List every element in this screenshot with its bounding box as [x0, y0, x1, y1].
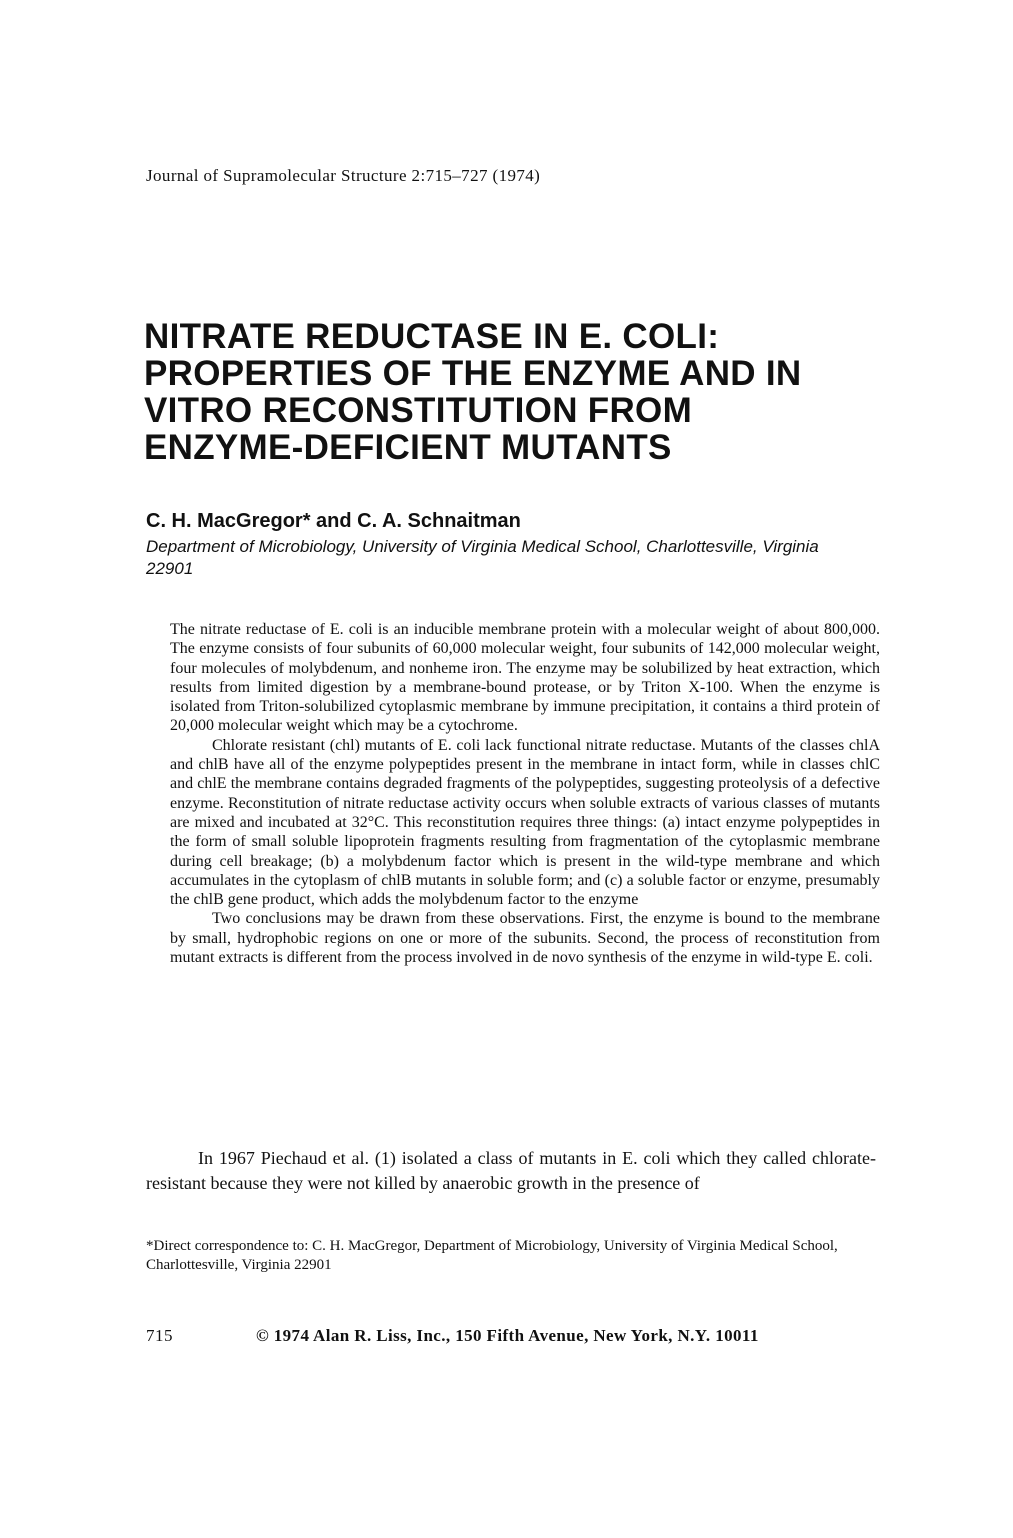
affiliation: Department of Microbiology, University of Virginia Medical School, Charlottesville, Virginia 22901 — [146, 537, 819, 578]
abstract — [170, 620, 880, 967]
body-paragraph: In 1967 Piechaud et al. (1) isolated a class of mutants in E. coli which they called chlorate-resistant because they were not killed by anaerobic growth in the presence of — [146, 1148, 876, 1193]
copyright-line: © 1974 Alan R. Liss, Inc., 150 Fifth Avenue, New York, N.Y. 10011 — [256, 1326, 759, 1345]
abstract-paragraph: The nitrate reductase of E. coli is an inducible membrane protein with a molecular weight of about 800,000. The enzyme consists of four subunits of 60,000 molecular weight, four subunits of 142,000 molecular weight, four molecules of molybdenum, and nonheme iron. The enzyme may be solubilized by heat extraction, which results from limited digestion by a membrane-bound protease, or by Triton X-100. When the enzyme is isolated from Triton-solubilized cytoplasmic membrane by immune precipitation, it contains a third protein of 20,000 molecular weight which may be a cytochrome. — [170, 621, 880, 735]
journal-citation: Journal of Supramolecular Structure 2:715–727 (1974) — [146, 166, 541, 185]
title-line: NITRATE REDUCTASE IN E. COLI: — [144, 317, 720, 356]
correspondence-footnote: *Direct correspondence to: C. H. MacGregor, Department of Microbiology, University of Virginia Medical School, Charlottesville, Virginia 22901 — [146, 1238, 838, 1273]
abstract-paragraph: Two conclusions may be drawn from these observations. First, the enzyme is bound to the membrane by small, hydrophobic regions on one or more of the subunits. Second, the process of reconstitution from mutant extracts is different from the process involved in de novo synthesis of the enzyme in wild-type E. coli. — [170, 910, 880, 967]
abstract-paragraph: Chlorate resistant (chl) mutants of E. coli lack functional nitrate reductase. Mutants of the classes chlA and chlB have all of the enzyme polypeptides present in the membrane in intact form, while in classes chlC and chlE the membrane contains degraded fragments of the polypeptides, suggesting proteolysis of a defective enzyme. Reconstitution of nitrate reductase activity occurs when soluble extracts of various classes of mutants are mixed and incubated at 32°C. This reconstitution requires three things: (a) intact enzyme polypeptides in the form of small soluble lipoprotein fragments resulting from fragmentation of the cytoplasmic membrane during cell breakage; (b) a molybdenum factor which is present in the wild-type membrane and which accumulates in the cytoplasm of chlB mutants in soluble form; and (c) a soluble factor or enzyme, presumably the chlB gene product, which adds the molybdenum factor to the enzyme — [170, 736, 880, 909]
title-line: PROPERTIES OF THE ENZYME AND IN — [144, 354, 802, 393]
title-line: ENZYME-DEFICIENT MUTANTS — [144, 428, 672, 467]
author-list: C. H. MacGregor* and C. A. Schnaitman — [146, 510, 521, 532]
article-title — [144, 318, 884, 466]
page-number: 715 — [146, 1326, 173, 1345]
body-text — [146, 1146, 876, 1196]
title-line: VITRO RECONSTITUTION FROM — [144, 391, 693, 430]
